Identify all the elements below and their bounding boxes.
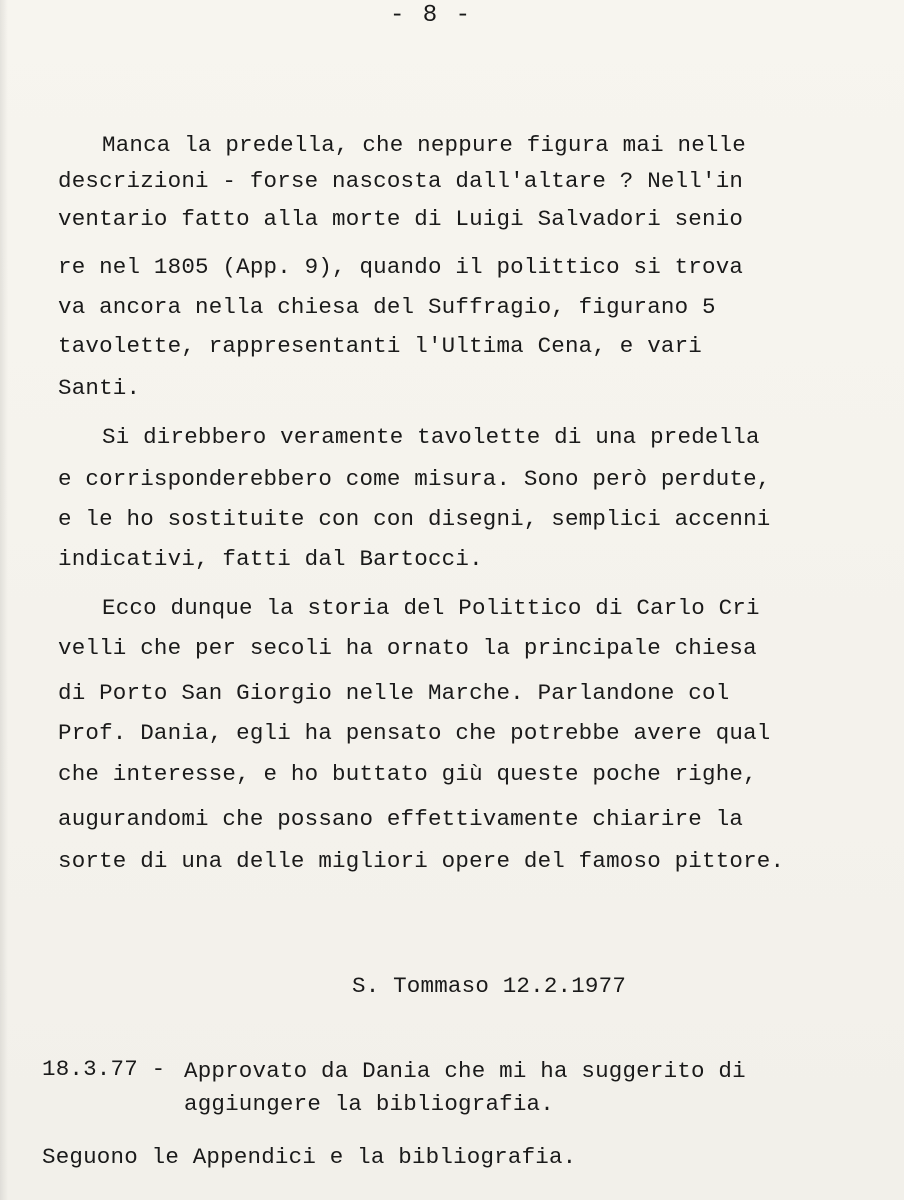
paragraph-2-line-4: indicativi, fatti dal Bartocci. xyxy=(58,546,483,572)
paragraph-2-line-2: e corrisponderebbero come misura. Sono però perdute, xyxy=(58,466,771,492)
paragraph-3-line-7: sorte di una delle migliori opere del famoso pittore. xyxy=(58,848,785,874)
note-line-1: Approvato da Dania che mi ha suggerito di xyxy=(184,1058,746,1084)
paragraph-3-line-1: Ecco dunque la storia del Polittico di Carlo Cri xyxy=(102,595,760,621)
paragraph-3-line-3: di Porto San Giorgio nelle Marche. Parlandone col xyxy=(58,680,730,706)
paragraph-1-line-4: re nel 1805 (App. 9), quando il polittico si trova xyxy=(58,254,744,280)
paragraph-3-line-5: che interesse, e ho buttato giù queste poche righe, xyxy=(58,761,757,787)
note-date: 18.3.77 - xyxy=(42,1056,166,1082)
paragraph-1-line-7: Santi. xyxy=(58,375,141,401)
paragraph-3-line-6: augurandomi che possano effettivamente chiarire la xyxy=(58,806,744,832)
paragraph-1-line-1: Manca la predella, che neppure figura mai nelle xyxy=(102,132,747,158)
note-line-2: aggiungere la bibliografia. xyxy=(184,1091,554,1117)
paragraph-2-line-3: e le ho sostituite con con disegni, semplici accenni xyxy=(58,506,771,532)
paragraph-1-line-5: va ancora nella chiesa del Suffragio, figurano 5 xyxy=(58,294,716,320)
paragraph-3-line-2: velli che per secoli ha ornato la principale chiesa xyxy=(58,635,757,661)
paragraph-2-line-1: Si direbbero veramente tavolette di una predella xyxy=(102,424,760,450)
paragraph-1-line-6: tavolette, rappresentanti l'Ultima Cena, e vari xyxy=(58,333,703,359)
paragraph-1-line-3: ventario fatto alla morte di Luigi Salvadori senio xyxy=(58,206,744,232)
paragraph-3-line-4: Prof. Dania, egli ha pensato che potrebbe avere qual xyxy=(58,720,771,746)
page-number: - 8 - xyxy=(390,2,473,29)
page-edge-shadow xyxy=(0,0,8,1200)
paragraph-1-line-2: descrizioni - forse nascosta dall'altare ? Nell'in xyxy=(58,168,744,194)
closing-line: Seguono le Appendici e la bibliografia. xyxy=(42,1144,577,1170)
signature-date: S. Tommaso 12.2.1977 xyxy=(352,973,627,999)
